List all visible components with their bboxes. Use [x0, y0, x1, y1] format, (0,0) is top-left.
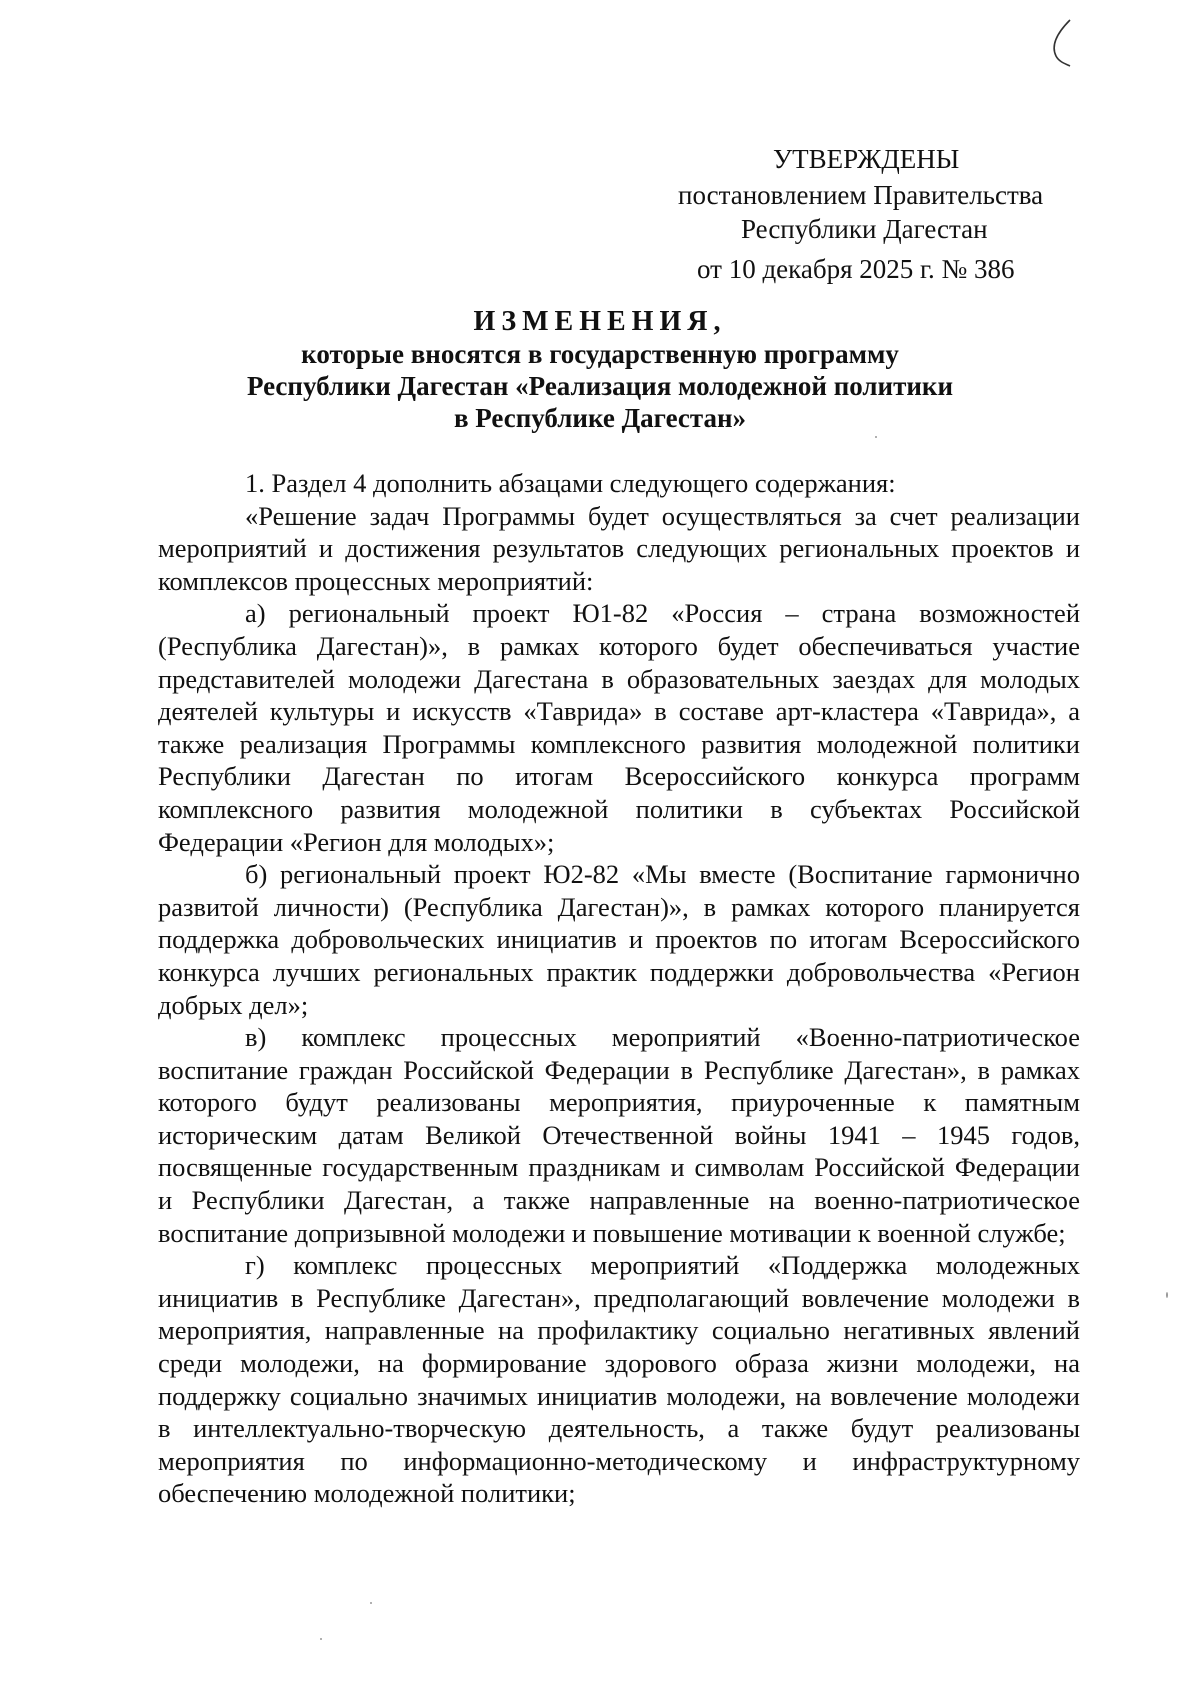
- paragraph-item-b: б) региональный проект Ю2-82 «Мы вместе (Воспитание гармонично развитой личности) (Республика Дагестан)», в рамках которого планируется поддержка добровольческих инициатив и проектов по итогам Всероссийского конкурса лучших региональных практик поддержки добровольчества «Регион добрых дел»;: [158, 859, 1080, 1020]
- heading-line-2: Республики Дагестан «Реализация молодежной политики: [246, 371, 954, 401]
- paragraph-item-g: г) комплекс процессных мероприятий «Поддержка молодежных инициатив в Республике Дагестан», предполагающий вовлечение молодежи в мероприятия, направленные на профилактику социально негативных явлений среди молодежи, на формирование здорового образа жизни молодежи, на поддержку социально значимых инициатив молодежи, на вовлечение молодежи в интеллектуально-творческую деятельность, а также будут реализованы мероприятия по информационно-методическому и инфраструктурному обеспечению молодежной политики;: [158, 1250, 1080, 1509]
- scan-speck: [370, 1602, 372, 1604]
- approval-line-date: от 10 декабря 2025 г. № 386: [697, 254, 1015, 284]
- heading-line-3: в Республике Дагестан»: [453, 403, 747, 433]
- scan-speck: [875, 436, 877, 438]
- document-heading: [200, 306, 1000, 434]
- scan-speck: [1166, 1292, 1168, 1298]
- paragraph-item-a: а) региональный проект Ю1-82 «Россия – страна возможностей (Республика Дагестан)», в рамках которого будет обеспечиваться участие представителей молодежи Дагестана в образовательных заездах для молодых деятелей культуры и искусств «Таврида» в составе арт-кластера «Таврида», а также реализация Программы комплексного развития молодежной политики Республики Дагестан по итогам Всероссийского конкурса программ комплексного развития молодежной политики в субъектах Российской Федерации «Регион для молодых»;: [158, 598, 1080, 857]
- scan-speck: [320, 1638, 322, 1640]
- document-body: [158, 467, 1080, 1510]
- approval-title: УТВЕРЖДЕНЫ: [773, 144, 960, 174]
- approval-line-decree: постановлением Правительства: [678, 180, 1044, 210]
- approval-line-republic: Республики Дагестан: [741, 214, 988, 244]
- heading-line-1: которые вносятся в государственную программу: [301, 339, 899, 369]
- paragraph-section-4: 1. Раздел 4 дополнить абзацами следующего содержания:: [245, 468, 896, 498]
- paragraph-intro: «Решение задач Программы будет осуществляться за счет реализации мероприятий и достижения результатов следующих региональных проектов и комплексов процессных мероприятий:: [158, 500, 1080, 596]
- heading-title: ИЗМЕНЕНИЯ,: [473, 306, 727, 337]
- paragraph-item-v: в) комплекс процессных мероприятий «Военно-патриотическое воспитание граждан Российской Федерации в Республике Дагестан», в рамках которого будут реализованы мероприятия, приуроченные к памятным историческим датам Великой Отечественной войны 1941 – 1945 годов, посвященные государственным праздникам и символам Российской Федерации и Республики Дагестан, а также направленные на военно-патриотическое воспитание допризывной молодежи и повышение мотивации к военной службе;: [158, 1022, 1080, 1248]
- handwritten-mark: [1040, 16, 1080, 76]
